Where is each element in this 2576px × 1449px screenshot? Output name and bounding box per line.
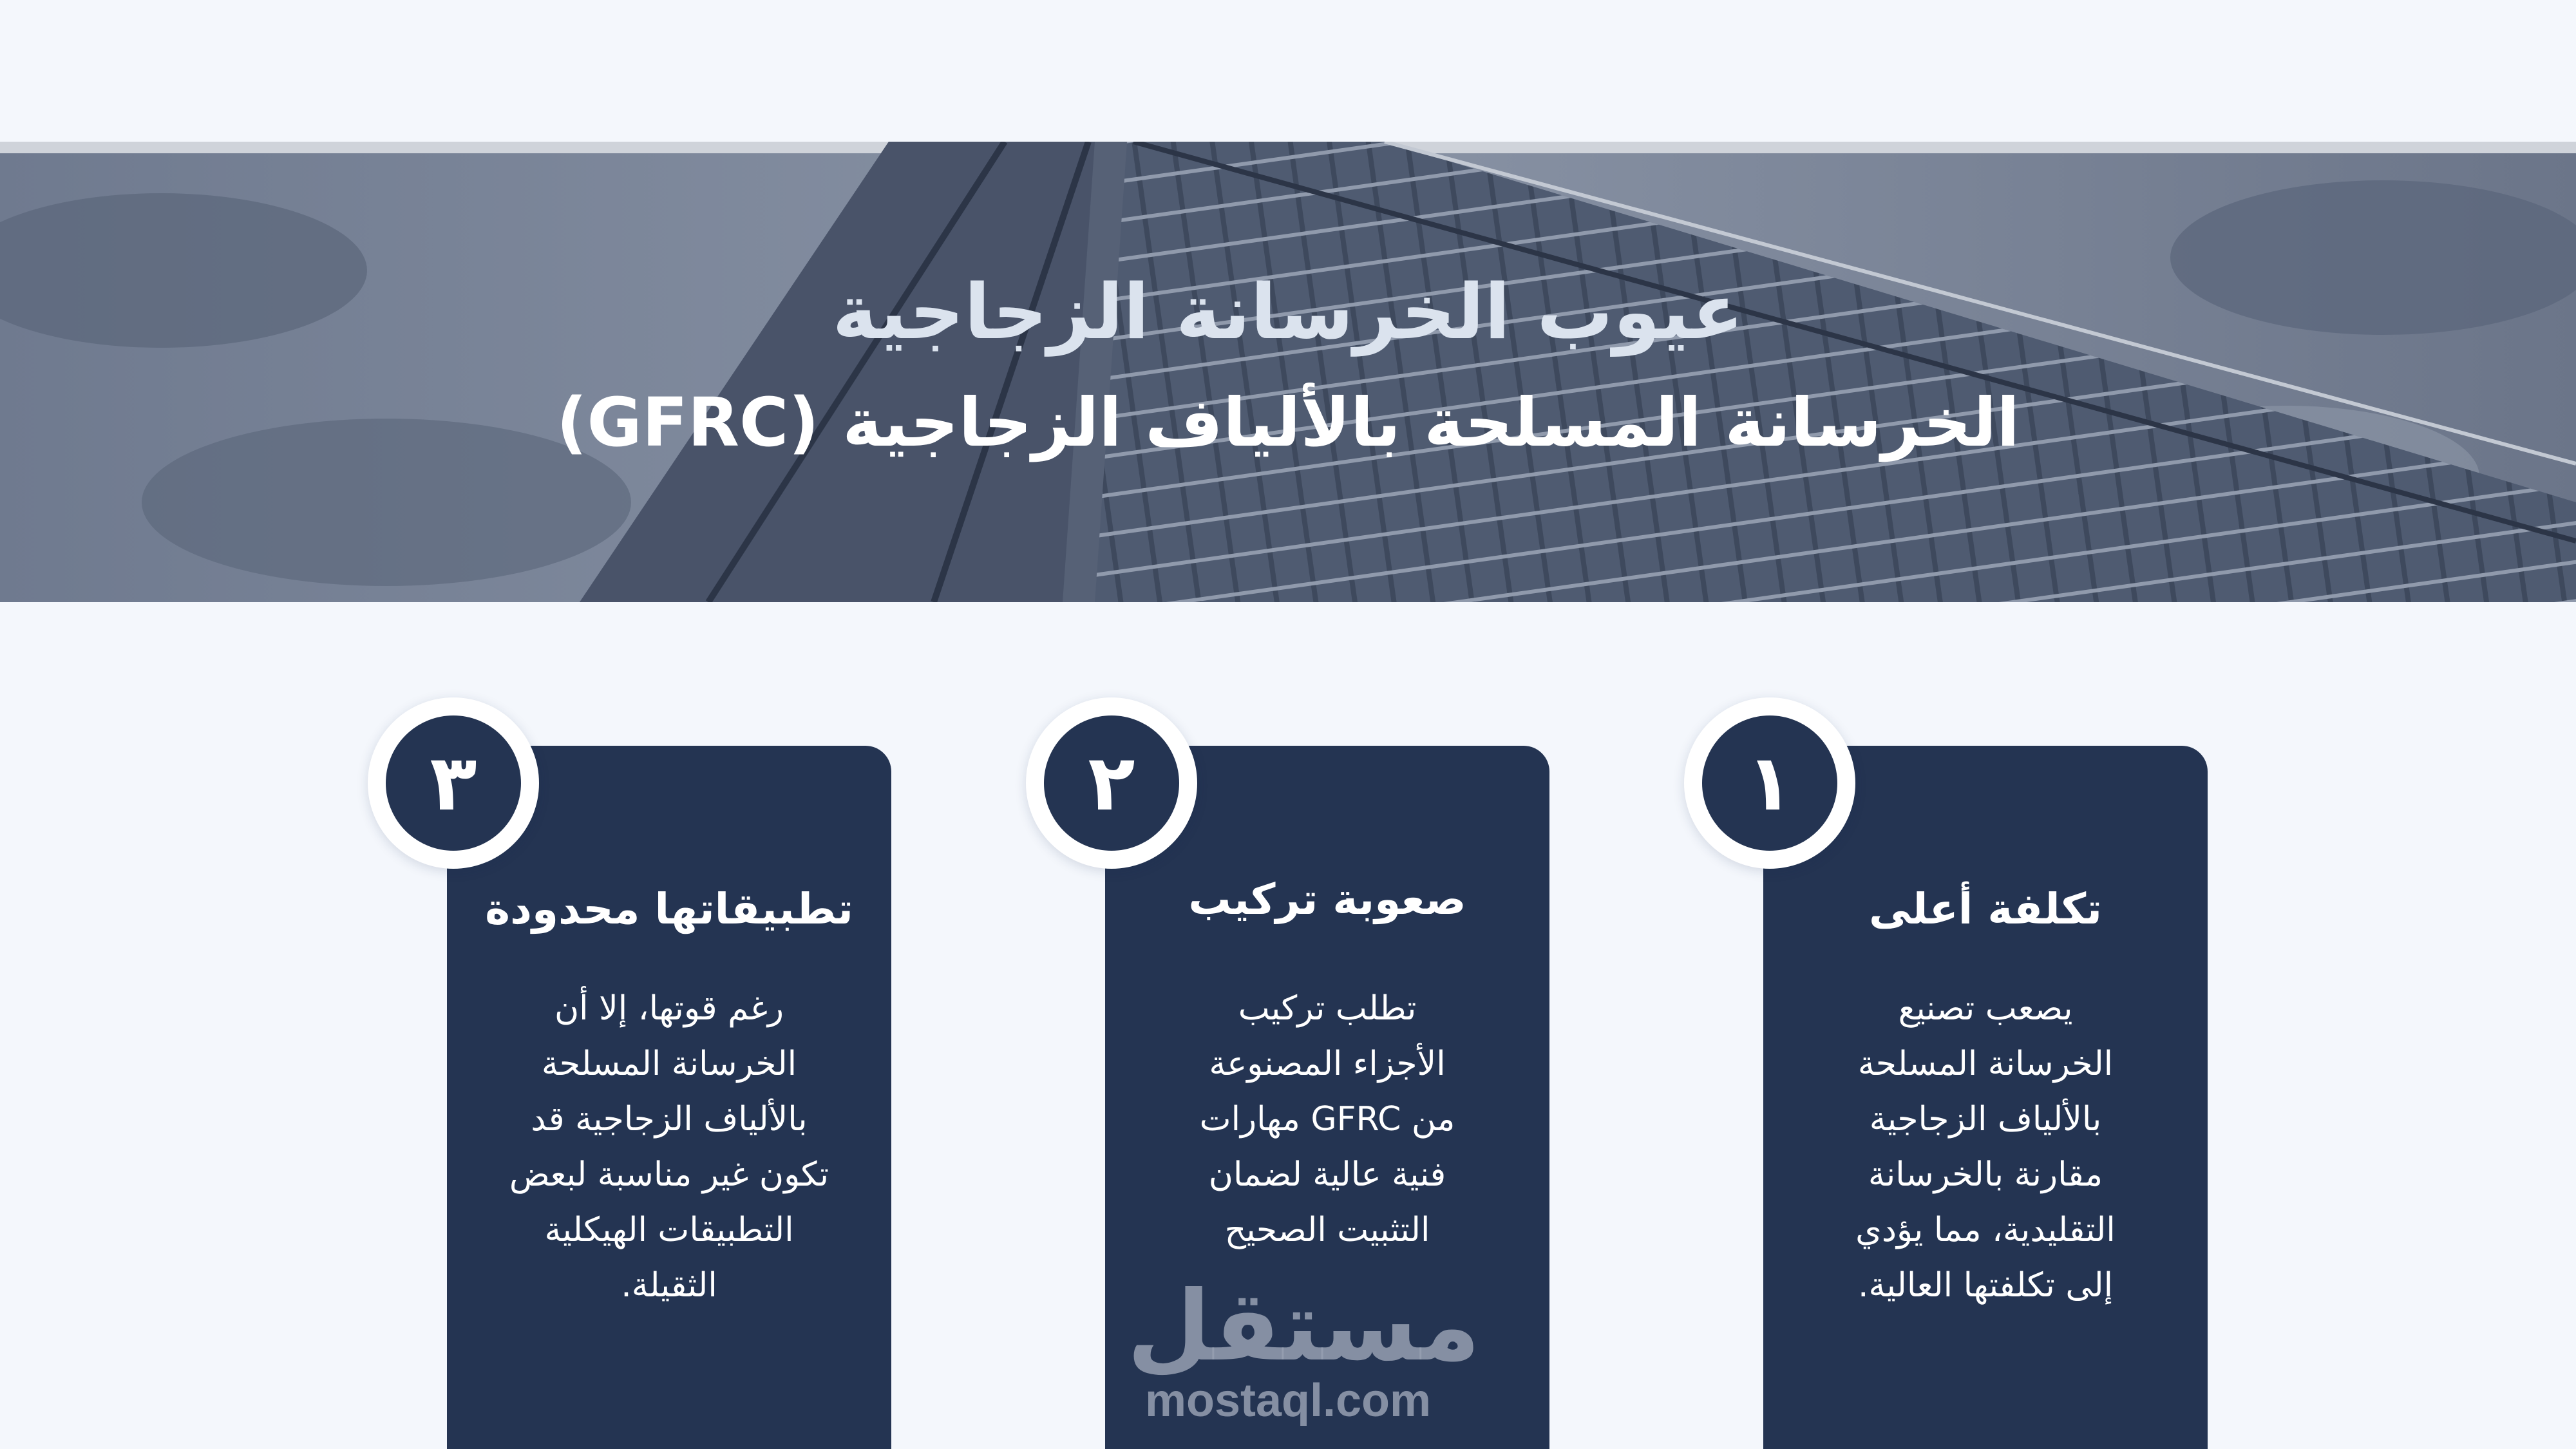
building-photo: [0, 142, 2576, 602]
card-title: صعوبة تركيب: [1188, 875, 1466, 924]
watermark-logo: مستقل: [1127, 1271, 1481, 1383]
card-title: تطبيقاتها محدودة: [485, 884, 853, 934]
watermark-domain: mostaql.com: [1144, 1375, 1432, 1426]
card-higher-cost: [1763, 746, 2208, 1449]
card-text: يصعب تصنيع الخرسانة المسلحة بالألياف الزجاجية مقارنة بالخرسانة التقليدية، مما يؤدي إلى تكلفتها العالية.: [1855, 989, 2116, 1305]
card-text: تطلب تركيب الأجزاء المصنوعة من GFRC مهارات فنية عالية لضمان التثبيت الصحيح: [1199, 989, 1455, 1249]
number-badge-3: ٣: [368, 697, 539, 869]
card-limited-applications: [447, 746, 891, 1449]
number-badge-2: ٢: [1026, 697, 1197, 869]
page-subtitle: الخرسانة المسلحة بالألياف الزجاجية (GFRC): [556, 383, 2020, 462]
watermark: [1127, 1271, 1481, 1426]
card-text: رغم قوتها، إلا أن الخرسانة المسلحة بالألياف الزجاجية قد تكون غير مناسبة لبعض التطبيقات الهيكلية الثقيلة.: [509, 989, 829, 1305]
card-title: تكلفة أعلى: [1868, 884, 2103, 934]
number-badge-1: ١: [1684, 697, 1855, 869]
header-banner: [0, 142, 2576, 602]
page-title: عيوب الخرسانة الزجاجية: [832, 267, 1744, 356]
